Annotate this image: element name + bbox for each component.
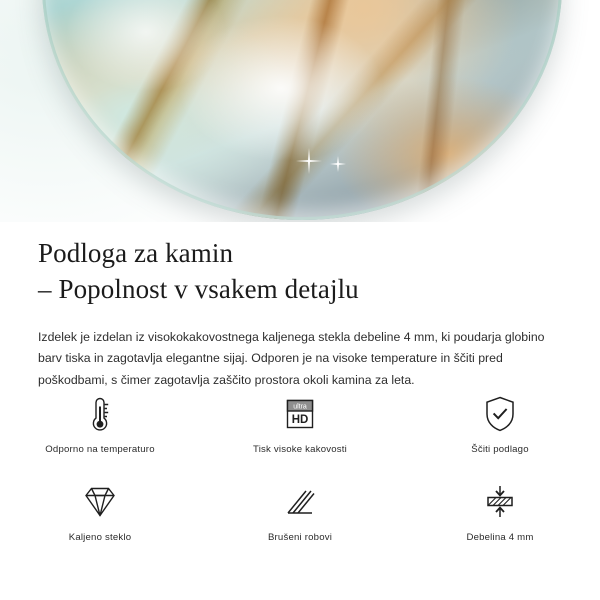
page-title-line-2: – Popolnost v vsakem detajlu bbox=[38, 273, 359, 304]
product-description: Izdelek je izdelan iz visokokakovostnega kaljenega stekla debeline 4 mm, ki poudarja globino barv tiska in zagotavlja elegantne sijaj. Odporen je na visoke temperature in ščiti pred poškodbami, s čimer zagotavlja zaščito prostora okoli kamina za leta. bbox=[38, 330, 545, 387]
feature-label: Debelina 4 mm bbox=[466, 532, 534, 543]
feature-label: Ščiti podlago bbox=[471, 444, 529, 455]
hero-image bbox=[0, 0, 600, 222]
feature-grid bbox=[0, 392, 600, 562]
polished-edges-icon bbox=[280, 480, 320, 524]
feature-item-protects-surface bbox=[400, 392, 600, 474]
feature-item-polished-edges bbox=[200, 480, 400, 562]
content-block bbox=[0, 222, 600, 391]
page-title-line-1: Podloga za kamin bbox=[38, 238, 234, 268]
feature-label: Brušeni robovi bbox=[267, 532, 333, 543]
page-title bbox=[0, 222, 600, 307]
diamond-icon bbox=[78, 480, 122, 524]
feature-item-temperature bbox=[0, 392, 200, 474]
feature-item-thickness bbox=[400, 480, 600, 562]
feature-item-print-quality bbox=[200, 392, 400, 474]
feature-label: Odporno na temperaturo bbox=[45, 444, 155, 455]
svg-text:HD: HD bbox=[291, 414, 309, 426]
glass-plate-product-image bbox=[42, 0, 562, 220]
feature-label: Kaljeno steklo bbox=[68, 532, 132, 543]
feature-item-tempered-glass bbox=[0, 480, 200, 562]
ultra-hd-icon bbox=[280, 392, 320, 436]
thermometer-icon bbox=[83, 392, 117, 436]
thickness-arrows-icon bbox=[480, 480, 520, 524]
feature-label: Tisk visoke kakovosti bbox=[253, 444, 347, 455]
svg-text:ultra: ultra bbox=[293, 403, 307, 411]
shield-check-icon bbox=[480, 392, 520, 436]
